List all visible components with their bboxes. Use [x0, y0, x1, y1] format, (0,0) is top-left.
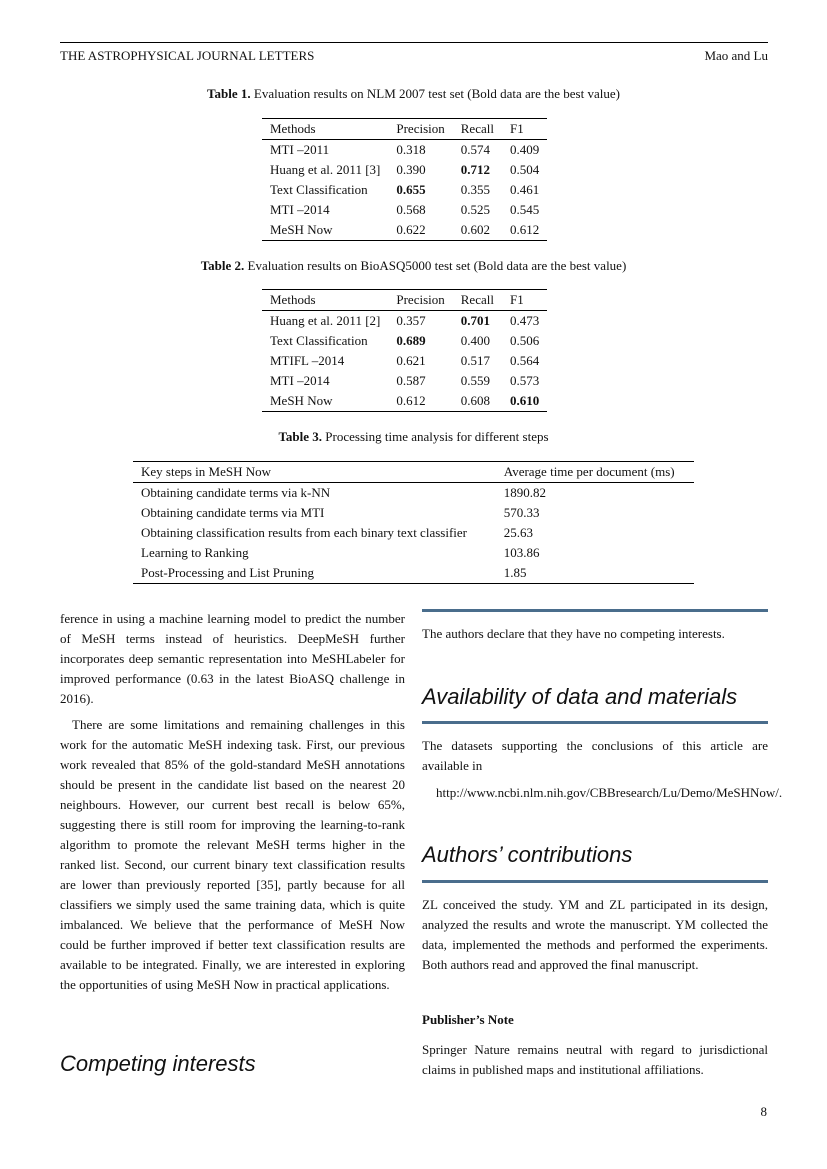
table-cell: 0.568: [396, 202, 426, 217]
column-header: Recall: [460, 292, 494, 307]
data-url: http://www.ncbi.nlm.nih.gov/CBBresearch/Lu/Demo/MeSHNow/.: [436, 785, 783, 800]
section-rule: [422, 880, 768, 883]
table-cell: 0.621: [396, 353, 426, 368]
table-row: [262, 160, 547, 180]
competing-text: [422, 624, 768, 644]
table1-caption-text: Evaluation results on NLM 2007 test set (Bold data are the best value): [253, 86, 620, 101]
running-header: [60, 42, 768, 64]
contributions-paragraph: ZL conceived the study. YM and ZL participated in its design, analyzed the results and wrote the manuscript. YM collected the data, implemented the methods and performed the experiments. Both authors read and approved the final manuscript.: [422, 897, 768, 972]
table-cell: 0.602: [460, 222, 490, 237]
header-authors: Mao and Lu: [704, 48, 768, 63]
table-cell: MeSH Now: [270, 222, 333, 237]
table3-label: Table 3.: [278, 429, 323, 444]
table-cell: 0.701: [460, 313, 490, 328]
table-cell: Post-Processing and List Pruning: [141, 565, 314, 580]
table-row: [262, 371, 547, 391]
table-cell: Obtaining candidate terms via k-NN: [141, 485, 331, 500]
column-header: Recall: [460, 121, 494, 136]
column-header: Precision: [396, 292, 445, 307]
page-number: 8: [760, 1104, 767, 1119]
heading-authors-contributions: Authors’ contributions: [422, 842, 633, 867]
column-header: F1: [509, 292, 524, 307]
table-cell: MTIFL –2014: [270, 353, 345, 368]
table-cell: 0.517: [460, 353, 490, 368]
table-header-row: [262, 119, 547, 140]
table-cell: 0.461: [509, 182, 540, 197]
table-cell: 0.712: [460, 162, 490, 177]
table-row: [262, 331, 547, 351]
competing-paragraph: The authors declare that they have no competing interests.: [422, 626, 725, 641]
heading-availability: Availability of data and materials: [422, 684, 738, 709]
table-cell: 0.622: [396, 222, 426, 237]
journal-name: THE ASTROPHYSICAL JOURNAL LETTERS: [60, 48, 315, 63]
table-cell: 0.545: [509, 202, 540, 217]
table-row: [262, 391, 547, 412]
table-cell: Text Classification: [270, 333, 368, 348]
table-cell: 103.86: [503, 545, 540, 560]
table-cell: 0.504: [509, 162, 540, 177]
table-row: [262, 351, 547, 371]
table-cell: 0.608: [460, 393, 490, 408]
table-cell: 0.612: [509, 222, 540, 237]
column-header: Methods: [270, 292, 316, 307]
column-header: Average time per document (ms): [503, 464, 675, 479]
table-cell: MTI –2014: [270, 202, 330, 217]
table-cell: Obtaining candidate terms via MTI: [141, 505, 325, 520]
table-cell: 0.355: [460, 182, 490, 197]
table1: [262, 118, 547, 241]
table2-caption-text: Evaluation results on BioASQ5000 test set (Bold data are the best value): [247, 258, 627, 273]
table2-caption: [0, 258, 827, 274]
table-cell: 0.612: [396, 393, 426, 408]
table-cell: 0.390: [396, 162, 426, 177]
publisher-note-heading: Publisher’s Note: [422, 1012, 514, 1027]
table-row: [133, 523, 694, 543]
table1-label: Table 1.: [207, 86, 251, 101]
table-header-row: [262, 290, 547, 311]
table-cell: 0.525: [460, 202, 490, 217]
left-paragraph-2: There are some limitations and remaining challenges in this work for the automatic MeSH indexing task. First, our previous work revealed that 85% of the gold-standard MeSH annotations should be present in the candidate list based on the nearest 20 neighbours. However, our current best recall is below 65%, suggesting there is still room for improving the learning-to-rank algorithm to promote the relevant MeSH terms higher in the ranked list. Second, our current binary text classification results are lower than previously reported [35], partly because for all classifiers we simply used the same training data, which is quite imbalanced. We believe that the performance of MeSH Now could be further improved if better text classification results are available to be integrated. Finally, we are interested in exploring the opportunities of using MeSH Now in practical applications.: [60, 717, 405, 992]
table-row: [262, 180, 547, 200]
table-cell: MTI –2014: [270, 373, 330, 388]
table-row: [133, 503, 694, 523]
availability-paragraph: The datasets supporting the conclusions of this article are available in: [422, 738, 768, 773]
table-cell: Huang et al. 2011 [2]: [270, 313, 381, 328]
table-row: [133, 483, 694, 504]
contributions-section: [422, 895, 768, 975]
table-cell: 570.33: [503, 505, 540, 520]
table-cell: 1890.82: [503, 485, 547, 500]
publisher-note-paragraph: Springer Nature remains neutral with regard to jurisdictional claims in published maps and institutional affiliations.: [422, 1042, 768, 1077]
left-column: [60, 609, 405, 995]
column-header: Methods: [270, 121, 316, 136]
table-cell: 0.655: [396, 182, 426, 197]
table-row: [262, 140, 547, 161]
table-cell: Obtaining classification results from each binary text classifier: [141, 525, 467, 540]
column-header: Precision: [396, 121, 445, 136]
column-header: F1: [509, 121, 524, 136]
table-cell: 0.574: [460, 142, 490, 157]
table-cell: 1.85: [503, 565, 527, 580]
left-paragraph-1: ference in using a machine learning model to predict the number of MeSH terms instead of heuristics. DeepMeSH further incorporates deep semantic representation into MeSHLabeler for improved performance (0.63 in the latest BioASQ challenge in 2016).: [60, 611, 405, 706]
availability-section: [422, 736, 768, 776]
table-cell: 0.357: [396, 313, 426, 328]
table2: [262, 289, 547, 412]
table-cell: 0.400: [460, 333, 490, 348]
section-rule: [422, 609, 768, 612]
table-cell: 0.610: [509, 393, 540, 408]
table3-caption: [0, 429, 827, 445]
table3-caption-text: Processing time analysis for different steps: [325, 429, 549, 444]
heading-competing-interests: Competing interests: [60, 1051, 256, 1076]
section-rule: [422, 721, 768, 724]
table3: [133, 461, 694, 584]
table-cell: 0.564: [509, 353, 540, 368]
table-row: [133, 543, 694, 563]
table2-label: Table 2.: [200, 258, 245, 273]
table-header-row: [133, 462, 694, 483]
table-row: [262, 311, 547, 332]
table-cell: 0.506: [509, 333, 540, 348]
table-cell: 25.63: [503, 525, 534, 540]
table-cell: 0.409: [509, 142, 540, 157]
table-cell: Learning to Ranking: [141, 545, 249, 560]
table-cell: 0.473: [509, 313, 540, 328]
publisher-note: [422, 1040, 768, 1080]
table-cell: 0.318: [396, 142, 426, 157]
table-row: [262, 220, 547, 241]
table-cell: MeSH Now: [270, 393, 333, 408]
column-header: Key steps in MeSH Now: [141, 464, 271, 479]
table-cell: 0.689: [396, 333, 426, 348]
table-row: [133, 563, 694, 584]
table-cell: MTI –2011: [270, 142, 330, 157]
table-cell: Text Classification: [270, 182, 368, 197]
table-cell: Huang et al. 2011 [3]: [270, 162, 381, 177]
table1-caption: [0, 86, 827, 102]
table-cell: 0.587: [396, 373, 426, 388]
table-row: [262, 200, 547, 220]
table-cell: 0.573: [509, 373, 540, 388]
table-cell: 0.559: [460, 373, 490, 388]
